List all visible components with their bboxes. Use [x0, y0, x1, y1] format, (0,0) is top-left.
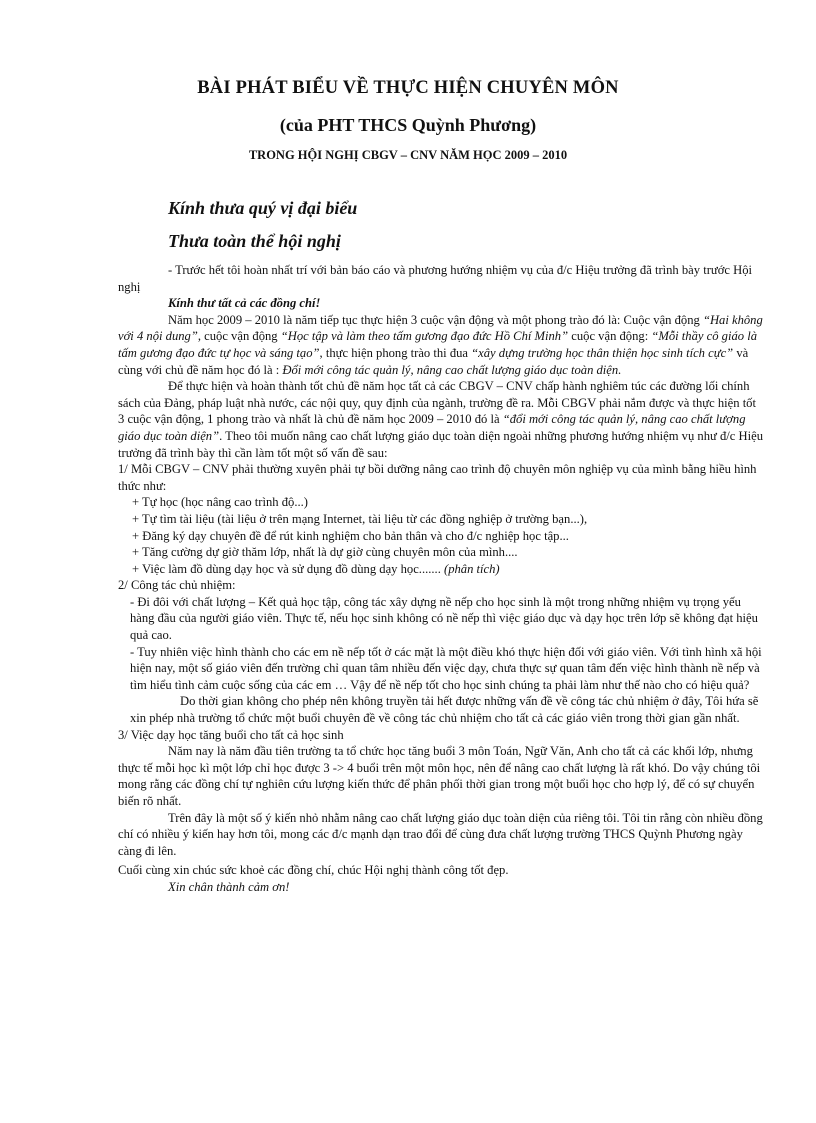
list-item: + Tăng cường dự giờ thăm lớp, nhất là dự giờ cùng chuyên môn của mình....: [132, 545, 518, 560]
document-subtitle: (của PHT THCS Quỳnh Phương): [279, 115, 537, 135]
document-title: BÀI PHÁT BIỂU VỀ THỰC HIỆN CHUYÊN MÔN: [197, 78, 619, 98]
section-2-point-b: - Tuy nhiên việc hình thành cho các em nề nếp tốt ở các mặt là một điều khó thực hiện đối với giáo viên. Với tình hình xã hội hiện nay, một số giáo viên đến trường chỉ quan tâm nhiều đến việc dạy, chưa thực sự quan tâm đến việc hình thành nề nếp và tìm hiểu tình cảm cuộc sống của các em … Vậy để nề nếp tốt cho học sinh chúng ta phải làm như thế nào cho có hiệu quả?: [130, 644, 762, 692]
paragraph-theme: Để thực hiện và hoàn thành tốt chủ đề năm học tất cả các CBGV – CNV chấp hành nghiêm túc các đường lối chính sách của Đảng, pháp luật nhà nước, các nội quy, quy định của ngành, trường đề ra. Mỗi CBGV phải nắm được và thực hiện tốt 3 cuộc vận động, 1 phong trào và nhất là chủ đề năm học 2009 – 2010 đó là “đổi mới công tác quản lý, nâng cao chất lượng giáo dục toàn diện”. Theo tôi muốn nâng cao chất lượng giáo dục toàn diện ngoài những phương hướng nhiệm vụ như đ/c Hiệu trưởng đã trình bày thì cần làm tốt một số vấn đề sau:: [118, 379, 763, 460]
section-3-paragraph: Năm nay là năm đầu tiên trường ta tổ chức học tăng buổi 3 môn Toán, Ngữ Văn, Anh cho tất cả các khối lớp, nhưng thực tế mỗi học kì một lớp chỉ học được 3 -> 4 buổi trên một môn học, nên để nâng cao chất lượng là rất khó. Do vậy chúng tôi mong rằng các đồng chí tự nghiên cứu lượng kiến thức để phân phối thời gian trong một buổi học cho hợp lý, để có sự chuyển biến rõ nhất.: [118, 744, 761, 808]
list-item: + Việc làm đồ dùng dạy học và sử dụng đồ dùng dạy học....... (phân tích): [132, 561, 500, 576]
section-2-point-a: - Đi đôi với chất lượng – Kết quả học tập, công tác xây dựng nề nếp cho học sinh là một trong những nhiệm vụ trọng yếu hàng đầu của người giáo viên. Thực tế, nếu học sinh không có nề nếp thì việc giáo dục và dạy học trên lớp sẽ không đạt hiệu quả cao.: [130, 594, 758, 643]
list-item: + Đăng ký dạy chuyên đề để rút kinh nghiệm cho bản thân và cho đ/c nghiệp học tập...: [132, 528, 569, 543]
section-2-heading: 2/ Công tác chủ nhiệm:: [118, 578, 236, 593]
section-2-point-c: Do thời gian không cho phép nên không truyền tải hết được những vấn đề về công tác chủ nhiệm ở đây, Tôi hứa sẽ xin phép nhà trường tổ chức một buổi chuyên đề về công tác chủ nhiệm cho tất cả các giáo viên trong thời gian gần nhất.: [130, 694, 759, 726]
concluding-paragraph: Trên đây là một số ý kiến nhỏ nhằm nâng cao chất lượng giáo dục toàn diện của riêng tôi. Tôi tin rằng còn nhiều đồng chí có nhiều ý kiến hay hơn tôi, mong các đ/c mạnh dạn trao đổi để cùng đưa chất lượng trường THCS Quỳnh Phương ngày càng đi lên.: [118, 810, 763, 858]
salutation: Kính thư tất cả các đồng chí!: [168, 296, 321, 311]
document-body: [118, 262, 764, 896]
greeting-line-1: Kính thưa quý vị đại biểu: [168, 198, 358, 218]
section-3-heading: 3/ Việc dạy học tăng buổi cho tất cả học sinh: [118, 727, 344, 742]
thanks-line: Xin chân thành cảm ơn!: [168, 879, 290, 894]
list-item: + Tự học (học nâng cao trình độ...): [132, 495, 308, 510]
closing-wish: Cuối cùng xin chúc sức khoẻ các đồng chí, chúc Hội nghị thành công tốt đẹp.: [118, 863, 509, 878]
document-occasion: TRONG HỘI NGHỊ CBGV – CNV NĂM HỌC 2009 – 2010: [248, 148, 568, 162]
intro-paragraph: - Trước hết tôi hoàn nhất trí với bản báo cáo và phương hướng nhiệm vụ của đ/c Hiệu trưởng đã trình bày trước Hội nghị: [118, 263, 753, 294]
list-item: + Tự tìm tài liệu (tài liệu ở trên mạng Internet, tài liệu từ các đồng nghiệp ở trường bạn...),: [132, 511, 588, 526]
section-1-heading: 1/ Mỗi CBGV – CNV phải thường xuyên phải tự bồi dưỡng nâng cao trình độ chuyên môn nghiệp vụ của mình bằng hiều hình thức như:: [118, 462, 757, 493]
paragraph-campaigns: Năm học 2009 – 2010 là năm tiếp tục thực hiện 3 cuộc vận động và một phong trào đó là: Cuộc vận động “Hai không với 4 nội dung”, cuộc vận động “Học tập và làm theo tấm gương đạo đức Hồ Chí Minh” cuộc vận động: “Mỗi thầy cô giáo là tấm gương đạo đức tự học và sáng tạo”, thực hiện phong trào thi đua “xây dựng trường học thân thiện học sinh tích cực” và cùng với chủ đề năm học đó là : Đổi mới công tác quản lý, nâng cao chất lượng giáo dục toàn diện.: [118, 312, 763, 377]
greeting-line-2: Thưa toàn thể hội nghị: [168, 231, 341, 251]
